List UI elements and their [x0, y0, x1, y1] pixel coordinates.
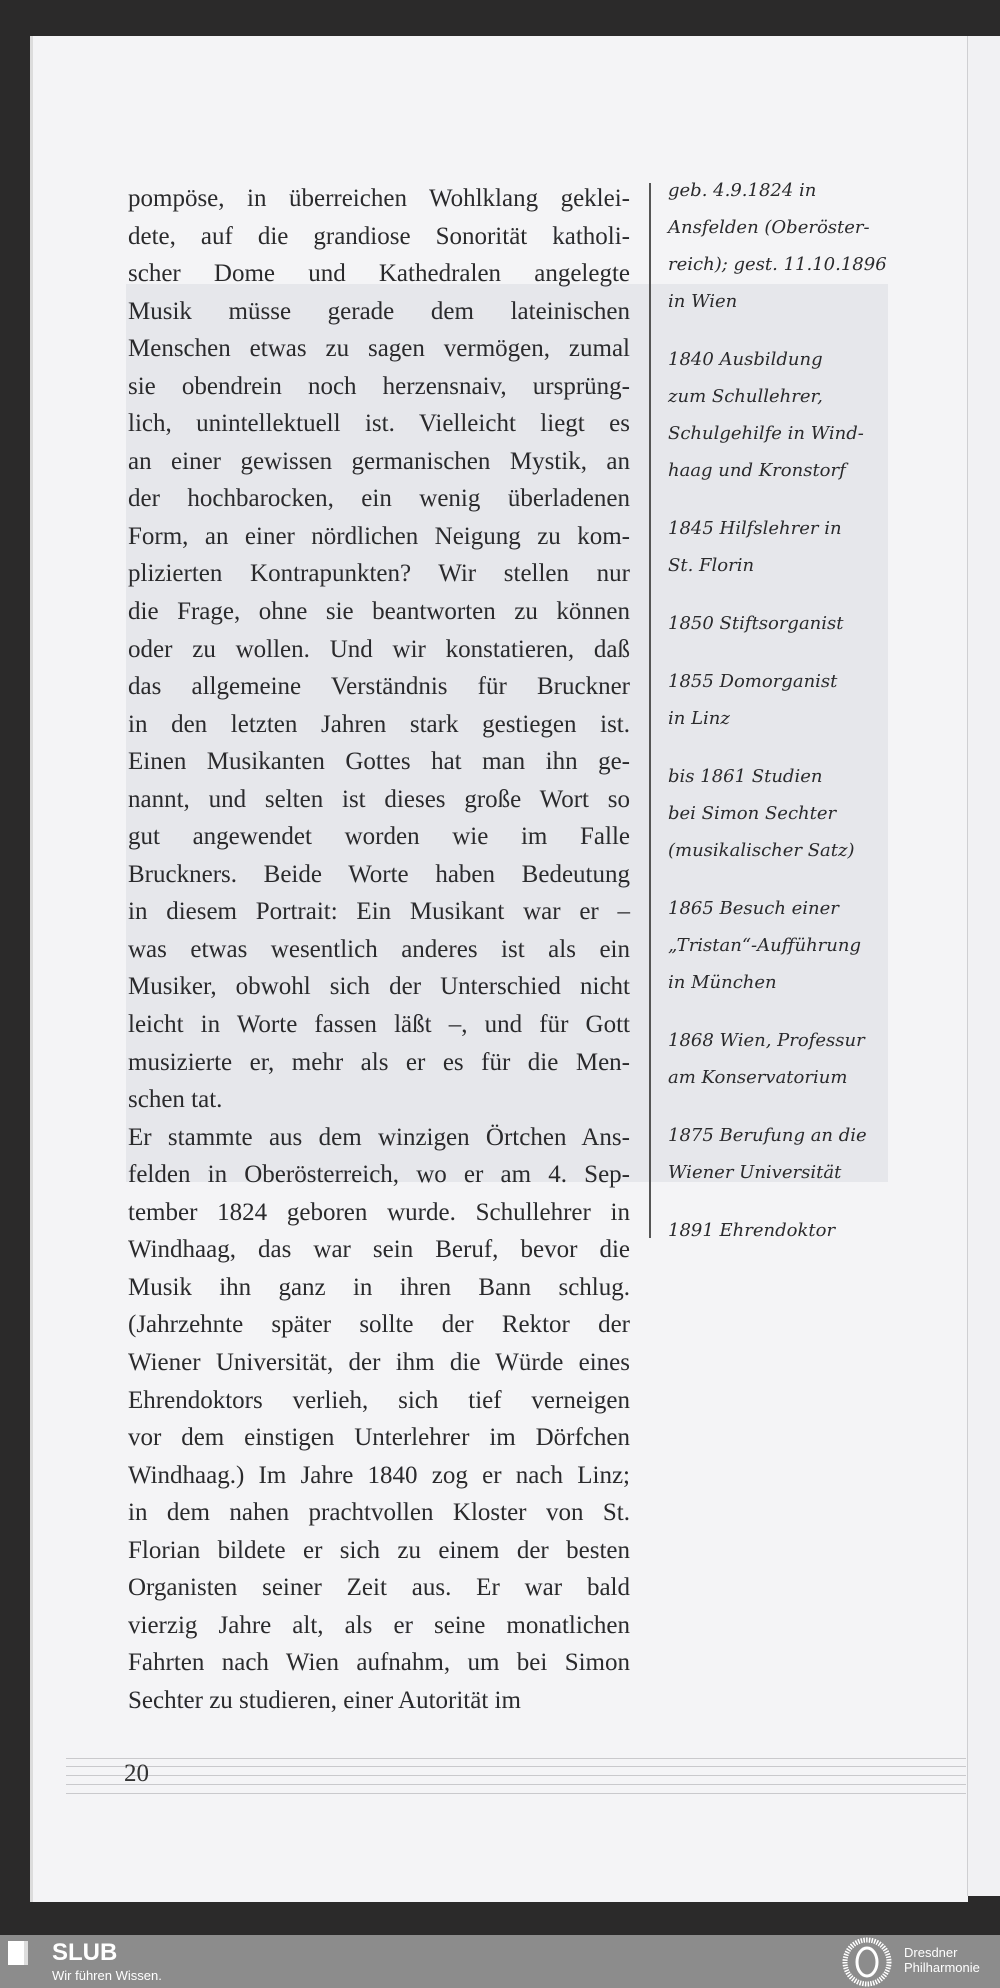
page-rule — [66, 1766, 966, 1767]
text-line: Form, an einer nördlichen Neigung zu kom- — [128, 522, 630, 550]
timeline-line: haag und Kronstorf — [668, 460, 846, 481]
text-line: musizierte er, mehr als er es für die Men- — [128, 1048, 630, 1076]
text-line: Musik ihn ganz in ihren Bann schlug. — [128, 1273, 630, 1301]
text-line: was etwas wesentlich anderes ist als ein — [128, 935, 630, 963]
timeline-line: 1845 Hilfslehrer in — [668, 518, 842, 539]
philharmonie-line1: Dresdner — [904, 1945, 958, 1960]
text-line: Menschen etwas zu sagen vermögen, zumal — [128, 335, 630, 363]
footer-bar — [0, 1935, 1000, 1988]
timeline-line: 1855 Domorganist — [668, 671, 838, 692]
text-line: scher Dome und Kathedralen angelegte — [128, 260, 630, 288]
timeline-line: in Linz — [668, 708, 730, 729]
text-line: Einen Musikanten Gottes hat man ihn ge- — [128, 748, 630, 776]
text-line: Fahrten nach Wien aufnahm, um bei Simon — [128, 1649, 630, 1677]
timeline-line: 1840 Ausbildung — [668, 349, 823, 370]
timeline-line: geb. 4.9.1824 in — [668, 180, 817, 201]
timeline-line: 1868 Wien, Professur — [668, 1030, 865, 1051]
sidebar-divider — [649, 183, 651, 1238]
text-line: in den letzten Jahren stark gestiegen ist. — [128, 710, 630, 738]
text-line: an einer gewissen germanischen Mystik, an — [128, 447, 630, 475]
page-rule — [66, 1793, 966, 1794]
next-page-edge — [967, 36, 1000, 1896]
text-line: Er stammte aus dem winzigen Örtchen Ans- — [128, 1123, 630, 1151]
page-rule — [66, 1784, 966, 1785]
timeline-line: (musikalischer Satz) — [668, 840, 855, 861]
text-line: leicht in Worte fassen läßt –, und für Gott — [128, 1011, 630, 1039]
timeline-line: 1865 Besuch einer — [668, 898, 839, 919]
timeline-entry — [668, 510, 898, 584]
text-line: schen tat. — [128, 1086, 223, 1114]
text-line: das allgemeine Verständnis für Bruckner — [128, 673, 630, 701]
text-line: in dem nahen prachtvollen Kloster von St. — [128, 1499, 630, 1527]
timeline-line: St. Florin — [668, 555, 755, 576]
text-line: sie obendrein noch herzensnaiv, ursprüng- — [128, 372, 630, 400]
text-line: dete, auf die grandiose Sonorität katholi- — [128, 222, 630, 250]
text-line: felden in Oberösterreich, wo er am 4. Sep- — [128, 1161, 630, 1189]
text-line: nannt, und selten ist dieses große Wort so — [128, 785, 630, 813]
timeline-line: zum Schullehrer, — [668, 386, 823, 407]
text-line: Organisten seiner Zeit aus. Er war bald — [128, 1574, 630, 1602]
timeline-entry — [668, 172, 898, 320]
timeline-entry — [668, 1212, 898, 1249]
text-line: der hochbarocken, ein wenig überladenen — [128, 485, 630, 513]
timeline-entry — [668, 605, 898, 642]
philharmonie-line2: Philharmonie — [904, 1960, 980, 1975]
timeline-entry — [668, 341, 898, 489]
timeline-line: bei Simon Sechter — [668, 803, 837, 824]
philharmonie-sun-icon — [842, 1937, 892, 1987]
biography-sidebar — [668, 172, 898, 1270]
text-line: Ehrendoktors verlieh, sich tief verneigen — [128, 1386, 630, 1414]
text-line: in diesem Portrait: Ein Musikant war er – — [128, 898, 630, 926]
text-line: oder zu wollen. Und wir konstatieren, daß — [128, 635, 630, 663]
timeline-line: Ansfelden (Oberöster- — [668, 217, 870, 238]
text-line: Musik müsse gerade dem lateinischen — [128, 297, 630, 325]
text-line: Bruckners. Beide Worte haben Bedeutung — [128, 860, 630, 888]
timeline-line: Schulgehilfe in Wind- — [668, 423, 864, 444]
text-line: Wiener Universität, der ihm die Würde eines — [128, 1348, 630, 1376]
text-line: vor dem einstigen Unterlehrer im Dörfchen — [128, 1424, 630, 1452]
timeline-entry — [668, 890, 898, 1001]
body-text — [128, 180, 630, 1719]
timeline-line: bis 1861 Studien — [668, 766, 823, 787]
text-line: die Frage, ohne sie beantworten zu können — [128, 598, 630, 626]
timeline-line: 1891 Ehrendoktor — [668, 1220, 836, 1241]
text-line: vierzig Jahre alt, als er seine monatlichen — [128, 1611, 630, 1639]
timeline-line: 1875 Berufung an die — [668, 1125, 867, 1146]
text-line: plizierten Kontrapunkten? Wir stellen nur — [128, 560, 630, 588]
text-line: Florian bildete er sich zu einem der besten — [128, 1536, 630, 1564]
slub-tagline: Wir führen Wissen. — [52, 1968, 162, 1983]
slub-logo[interactable]: SLUB — [52, 1939, 118, 1966]
timeline-entry — [668, 758, 898, 869]
page-number: 20 — [124, 1760, 149, 1787]
text-line: gut angewendet worden wie im Falle — [128, 823, 630, 851]
page-rule — [66, 1758, 966, 1759]
text-line: pompöse, in überreichen Wohlklang geklei- — [128, 185, 630, 212]
philharmonie-logo[interactable] — [904, 1945, 980, 1975]
timeline-line: am Konservatorium — [668, 1067, 848, 1088]
timeline-line: Wiener Universität — [668, 1162, 842, 1183]
timeline-entry — [668, 1117, 898, 1191]
timeline-line: in Wien — [668, 291, 738, 312]
timeline-line: in München — [668, 972, 777, 993]
text-line: tember 1824 geboren wurde. Schullehrer in — [128, 1198, 630, 1226]
text-line: Musiker, obwohl sich der Unterschied nicht — [128, 973, 630, 1001]
timeline-line: „Tristan“-Aufführung — [668, 935, 861, 956]
timeline-line: 1850 Stiftsorganist — [668, 613, 844, 634]
text-line: Sechter zu studieren, einer Autorität im — [128, 1686, 521, 1714]
timeline-entry — [668, 663, 898, 737]
text-line: Windhaag, das war sein Beruf, bevor die — [128, 1236, 630, 1264]
page-rule — [66, 1775, 966, 1776]
slub-book-icon — [8, 1941, 28, 1965]
timeline-line: reich); gest. 11.10.1896 — [668, 254, 887, 275]
text-line: lich, unintellektuell ist. Vielleicht liegt es — [128, 410, 630, 438]
text-line: (Jahrzehnte später sollte der Rektor der — [128, 1311, 630, 1339]
text-line: Windhaag.) Im Jahre 1840 zog er nach Linz; — [128, 1461, 630, 1489]
timeline-entry — [668, 1022, 898, 1096]
